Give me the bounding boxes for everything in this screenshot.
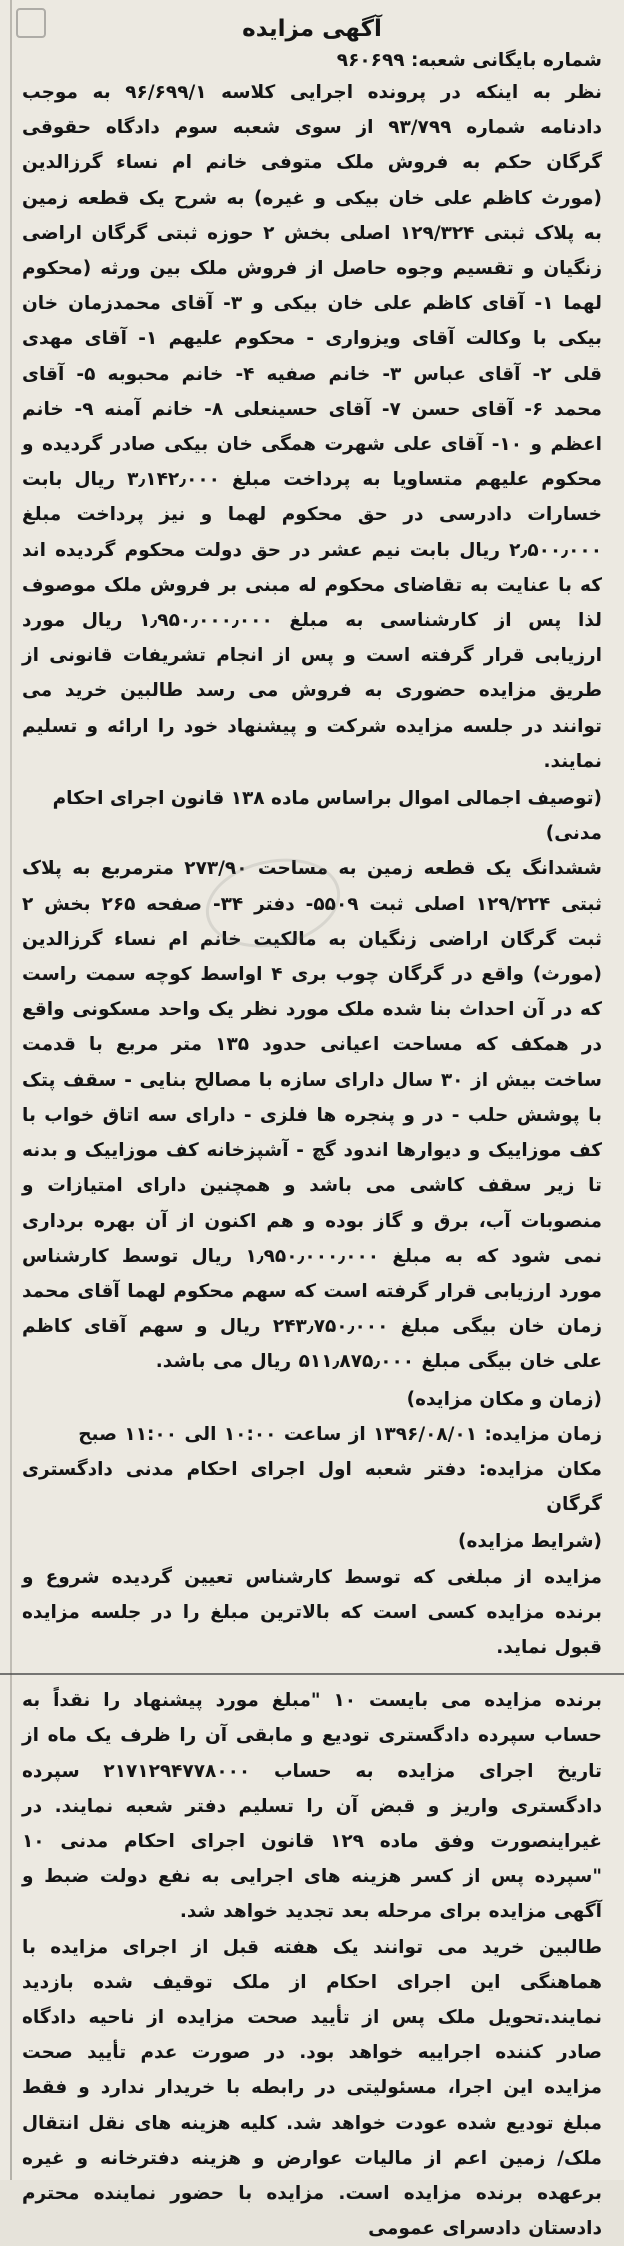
description-heading: (توصیف اجمالی اموال براساس ماده ۱۳۸ قانون اجرای احکام مدنی) <box>52 788 602 845</box>
intro-paragraph: نظر به اینکه در پرونده اجرایی کلاسه ۹۶/۶۹۹/۱ به موجب دادنامه شماره ۹۳/۷۹۹ از سوی شعبه سوم دادگاه حقوقی گرگان حکم به فروش ملک متوفی خانم ام نساء گرزالدین (مورث کاظم علی خان بیکی و غیره) به شرح یک قطعه زمین به پلاک ثبتی ۱۲۹/۳۲۴ اصلی بخش ۲ حوزه ثبتی گرگان اراضی زنگیان و تقسیم وجوه حاصل از فروش ملک بین ورثه (محکوم لهما ۱- آقای کاظم علی خان بیکی و ۳- آقای محمدزمان خان بیکی با وکالت آقای ویزواری - محکوم علیهم ۱- آقای مهدی قلی ۲- آقای عباس ۳- خانم صفیه ۴- خانم محبوبه ۵- آقای محمد ۶- آقای حسن ۷- آقای حسینعلی ۸- خانم آمنه ۹- خانم اعظم و ۱۰- آقای علی شهرت همگی خان بیکی صادر گردیده و محکوم علیهم متساویا به پرداخت مبلغ ۳٫۱۴۲٫۰۰۰ ریال بابت خسارات دادرسی در حق محکوم لهما و نیز پرداخت مبلغ ۲٫۵۰۰٫۰۰۰ ریال بابت نیم عشر در حق دولت محکوم گردیده اند که با عنایت به تقاضای محکوم له مبنی بر فروش ملک موصوف لذا پس از کارشناسی به مبلغ ۱٫۹۵۰٫۰۰۰٫۰۰۰ ریال مورد ارزیابی قرار گرفته است و پس از انجام تشریفات قانونی از طریق مزایده حضوری به فروش می رسد طالبین خرید می توانند در جلسه مزایده شرکت و پیشنهاد خود را ارائه و تسلیم نمایند. <box>22 82 603 772</box>
auction-time: زمان مزایده: ۱۳۹۶/۰۸/۰۱ از ساعت ۱۰:۰۰ الی ۱۱:۰۰ صبح <box>78 1423 602 1445</box>
condition-2: برنده مزایده می بایست ۱۰ "مبلغ مورد پیشنهاد را نقداً به حساب سپرده دادگستری تودیع و مابقی آن را ظرف یک ماه از تاریخ اجرای مزایده به حساب ۲۱۷۱۲۹۴۷۷۸۰۰۰ سپرده دادگستری واریز و قبض آن را تسلیم دفتر شعبه نمایند. در غیراینصورت وفق ماده ۱۲۹ قانون اجرای احکام مدنی ۱۰ "سپرده پس از کسر هزینه های اجرایی به نفع دولت ضبط و آگهی مزایده برای مرحله بعد تجدید خواهد شد. <box>22 1690 603 1923</box>
notice-title: آگهی مزایده <box>242 16 382 42</box>
description-paragraph: ششدانگ یک قطعه زمین به مساحت ۲۷۳/۹۰ مترمربع به پلاک ثبتی ۱۲۹/۲۲۴ اصلی ثبت ۵۵۰۹- دفتر ۳۴- صفحه ۲۶۵ بخش ۲ ثبت گرگان اراضی زنگیان به مالکیت خانم ام نساء گرزالدین (مورث) واقع در گرگان چوب بری ۴ اواسط کوچه سمت راست که در آن احداث بنا شده ملک مورد نظر یک واحد مسکونی واقع در همکف که مساحت اعیانی حدود ۱۳۵ متر مربع با قدمت ساخت بیش از ۳۰ سال دارای سازه با مصالح بنایی - سقف پتک با پوشش حلب - در و پنجره ها فلزی - دارای سه اتاق خواب با کف موزاییک و دیوارها اندود گچ - آشپزخانه کف موزاییک و بدنه تا زیر سقف کاشی می باشد و همچنین دارای امتیازات و منصوبات آب، برق و گاز بوده و هم اکنون از آن بهره برداری نمی شود که به مبلغ ۱٫۹۵۰٫۰۰۰٫۰۰۰ ریال توسط کارشناس مورد ارزیابی قرار گرفته است که سهم محکوم لهما آقای محمد زمان خان بیگی مبلغ ۲۴۳٫۷۵۰٫۰۰۰ ریال و سهم آقای کاظم علی خان بیگی مبلغ ۵۱۱٫۸۷۵٫۰۰۰ ریال می باشد. <box>22 858 602 1373</box>
auction-place: مکان مزایده: دفتر شعبه اول اجرای احکام مدنی دادگستری گرگان <box>22 1458 602 1516</box>
condition-3: طالبین خرید می توانند یک هفته قبل از اجرای مزایده با هماهنگی این اجرای احکام از ملک توقیف شده بازدید نمایند.تحویل ملک پس از تأیید صحت مزایده از ناحیه دادگاه صادر کننده اجراییه خواهد بود. در صورت عدم تأیید صحت مزایده این اجرا، مسئولیتی در رابطه با خریدار ندارد و فقط مبلغ تودیع شده عودت خواهد شد. کلیه هزینه های نقل انتقال ملک/ زمین اعم از مالیات عوارض و هزینه دفترخانه و غیره برعهده برنده مزایده است. مزایده با حضور نماینده محترم دادستان دادسرای عمومی <box>22 1936 602 2240</box>
corner-mark <box>16 8 46 38</box>
condition-1: مزایده از مبلغی که توسط کارشناس تعیین گردیده شروع و برنده مزایده کسی است که بالاترین مبلغ را در جلسه مزایده قبول نماید. <box>22 1566 602 1658</box>
archive-number: شماره بایگانی شعبه: ۹۶۰۶۹۹ <box>336 50 602 71</box>
time-place-heading: (زمان و مکان مزایده) <box>406 1388 602 1410</box>
conditions-heading: (شرایط مزایده) <box>457 1531 602 1553</box>
clipping-divider <box>0 1673 624 1675</box>
